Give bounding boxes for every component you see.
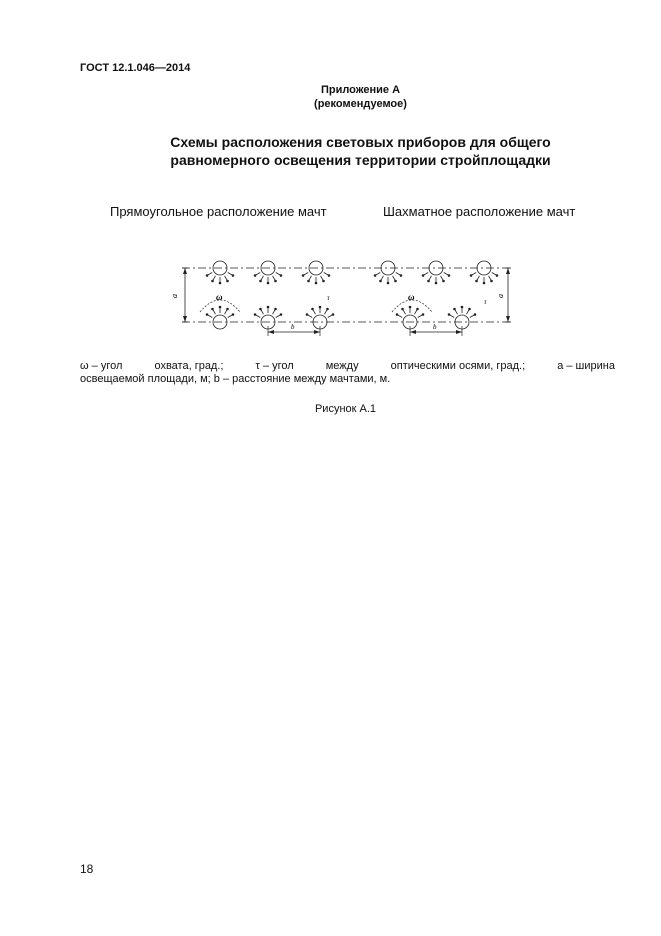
ray-tip-top-3-4 (400, 275, 402, 277)
legend-part-5: оптическими осями, град.; (390, 360, 526, 372)
caption-staggered: Шахматное расположение мачт (383, 204, 576, 219)
ray-tip-top-1-0 (254, 275, 256, 277)
ray-tip-top-5-1 (476, 280, 478, 282)
ray-tip-top-4-4 (448, 275, 450, 277)
ray-tip-bottom-4-4 (474, 314, 476, 316)
ray-tip-bottom-4-0 (448, 314, 450, 316)
tau-label-left: τ (327, 294, 330, 302)
ray-tip-bottom-3-3 (417, 308, 419, 310)
page-title-line-2: равномерного освещения территории стройплощадки (170, 152, 551, 168)
dim-b-right-label: b (433, 323, 437, 331)
ray-tip-top-0-3 (227, 280, 229, 282)
figure-label-text: Рисунок А.1 (314, 403, 377, 415)
legend-line-2: освещаемой площади, м; b – расстояние между мачтами, м. (80, 373, 391, 385)
ray-tip-top-0-2 (219, 282, 221, 284)
ray-tip-bottom-1-3 (275, 308, 277, 310)
legend-line-1 (80, 360, 615, 372)
caption-rectangular: Прямоугольное расположение мачт (110, 204, 327, 219)
omega-label-left: ω (216, 292, 223, 302)
ray-tip-top-1-4 (280, 275, 282, 277)
ray-tip-bottom-4-3 (469, 308, 471, 310)
ray-tip-top-2-0 (302, 275, 304, 277)
ray-tip-top-5-4 (496, 275, 498, 277)
ray-tip-bottom-2-3 (327, 308, 329, 310)
ray-tip-bottom-0-3 (227, 308, 229, 310)
ray-tip-bottom-4-2 (461, 306, 463, 308)
page-title-line-1: Схемы расположения световых приборов для общего (170, 134, 551, 150)
ray-tip-top-3-3 (395, 280, 397, 282)
legend-part-3: τ – угол (255, 360, 294, 372)
ray-tip-bottom-3-1 (402, 308, 404, 310)
ray-tip-bottom-0-2 (219, 306, 221, 308)
ray-tip-top-0-0 (206, 275, 208, 277)
mast-layout-diagram (170, 250, 520, 340)
legend-part-4: между (325, 360, 359, 372)
ray-tip-bottom-2-0 (306, 314, 308, 316)
ray-tip-top-1-1 (260, 280, 262, 282)
ray-tip-bottom-1-4 (280, 314, 282, 316)
ray-tip-top-4-0 (422, 275, 424, 277)
ray-tip-top-0-4 (232, 275, 234, 277)
ray-tip-top-0-1 (212, 280, 214, 282)
tau-label-right: τ (484, 298, 487, 306)
ray-tip-top-3-0 (374, 275, 376, 277)
omega-label-right: ω (408, 292, 415, 302)
ray-tip-bottom-0-4 (232, 314, 234, 316)
ray-tip-bottom-3-4 (422, 314, 424, 316)
ray-tip-bottom-4-1 (454, 308, 456, 310)
ray-tip-bottom-2-2 (319, 306, 321, 308)
ray-tip-bottom-1-1 (260, 308, 262, 310)
ray-tip-bottom-1-2 (267, 306, 269, 308)
ray-tip-top-2-3 (323, 280, 325, 282)
page-number: 18 (80, 862, 94, 876)
ray-tip-bottom-0-1 (212, 308, 214, 310)
dim-a-left-label: a (170, 294, 179, 298)
ray-tip-top-5-0 (470, 275, 472, 277)
ray-tip-bottom-2-1 (312, 308, 314, 310)
legend-part-6: а – ширина (557, 360, 615, 372)
ray-tip-top-1-2 (267, 282, 269, 284)
ray-tip-top-5-3 (491, 280, 493, 282)
legend-part-2: охвата, град.; (154, 360, 224, 372)
ray-tip-top-2-4 (328, 275, 330, 277)
annex-title: Приложение А (320, 84, 401, 96)
figure-label (0, 403, 661, 415)
dim-b-left-label: b (291, 323, 295, 331)
ray-tip-bottom-3-0 (396, 314, 398, 316)
legend-part-1: ω – угол (80, 360, 123, 372)
ray-tip-top-3-2 (387, 282, 389, 284)
ray-tip-top-3-1 (380, 280, 382, 282)
ray-tip-bottom-1-0 (254, 314, 256, 316)
ray-tip-top-5-2 (483, 282, 485, 284)
dim-a-right-label: a (496, 294, 505, 298)
ray-tip-top-1-3 (275, 280, 277, 282)
annex-status: (рекомендуемое) (314, 98, 407, 110)
ray-tip-top-2-2 (315, 282, 317, 284)
ray-tip-top-2-1 (308, 280, 310, 282)
ray-tip-top-4-2 (435, 282, 437, 284)
document-header: ГОСТ 12.1.046—2014 (80, 62, 191, 74)
ray-tip-bottom-0-0 (206, 314, 208, 316)
ray-tip-bottom-3-2 (409, 306, 411, 308)
ray-tip-top-4-1 (428, 280, 430, 282)
ray-tip-bottom-2-4 (332, 314, 334, 316)
ray-tip-top-4-3 (443, 280, 445, 282)
